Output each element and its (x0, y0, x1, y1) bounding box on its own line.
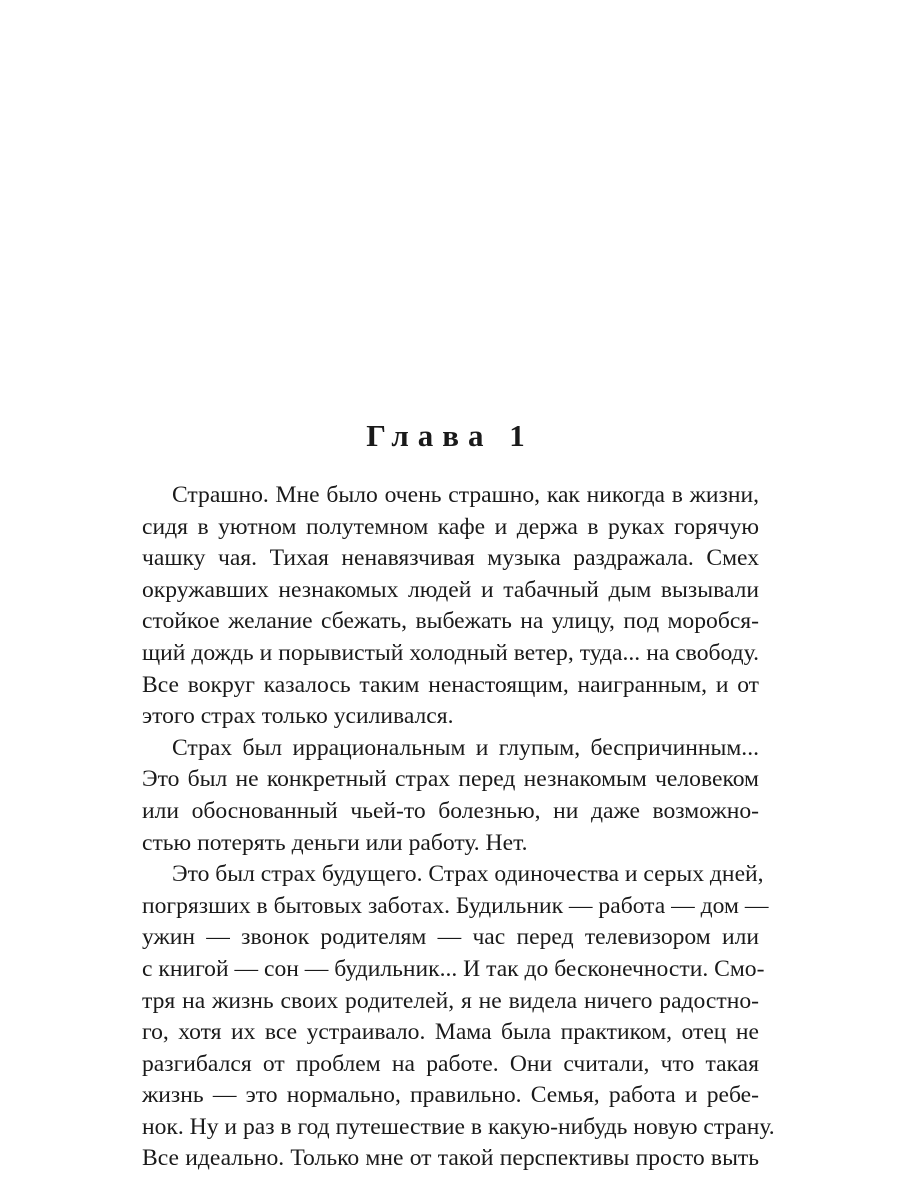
text-line: жизнь — это нормально, правильно. Семья, работа и ребе- (142, 1082, 759, 1109)
text-line: щий дождь и порывистый холодный ветер, туда... на свободу. (142, 639, 759, 666)
text-line: этого страх только усиливался. (142, 703, 454, 730)
text-line: Это был страх будущего. Страх одиночества и серых дней, (172, 861, 764, 888)
text-line: Это был не конкретный страх перед незнакомым человеком (142, 766, 759, 793)
chapter-body (142, 480, 775, 1175)
text-line: чашку чая. Тихая ненавязчивая музыка раздражала. Смех (142, 545, 759, 572)
text-line: Все вокруг казалось таким ненастоящим, наигранным, и от (142, 671, 759, 698)
chapter-title: Глава 1 (366, 418, 534, 453)
text-line: тря на жизнь своих родителей, я не видела ничего радостно- (142, 987, 759, 1014)
text-line: окружавших незнакомых людей и табачный дым вызывали (142, 576, 759, 603)
text-line: или обоснованный чьей-то болезнью, ни даже возможно- (142, 797, 759, 824)
text-line: нок. Ну и раз в год путешествие в какую-нибудь новую страну. (142, 1113, 775, 1140)
text-line: Все идеально. Только мне от такой перспективы просто выть (142, 1145, 759, 1172)
text-line: го, хотя их все устраивало. Мама была практиком, отец не (142, 1019, 759, 1046)
text-line: погрязших в бытовых заботах. Будильник — работа — дом — (142, 892, 769, 919)
text-line: Страшно. Мне было очень страшно, как никогда в жизни, (172, 482, 759, 508)
text-line: с книгой — сон — будильник... И так до бесконечности. Смо- (142, 955, 765, 982)
text-line: ужин — звонок родителям — час перед телевизором или (142, 924, 759, 951)
text-line: Страх был иррациональным и глупым, беспричинным... (172, 734, 759, 761)
text-line: разгибался от проблем на работе. Они считали, что такая (142, 1050, 759, 1077)
text-line: сидя в уютном полутемном кафе и держа в руках горячую (142, 513, 759, 540)
text-line: стью потерять деньги или работу. Нет. (142, 829, 528, 856)
text-line: стойкое желание сбежать, выбежать на улицу, под моробся- (142, 608, 759, 635)
